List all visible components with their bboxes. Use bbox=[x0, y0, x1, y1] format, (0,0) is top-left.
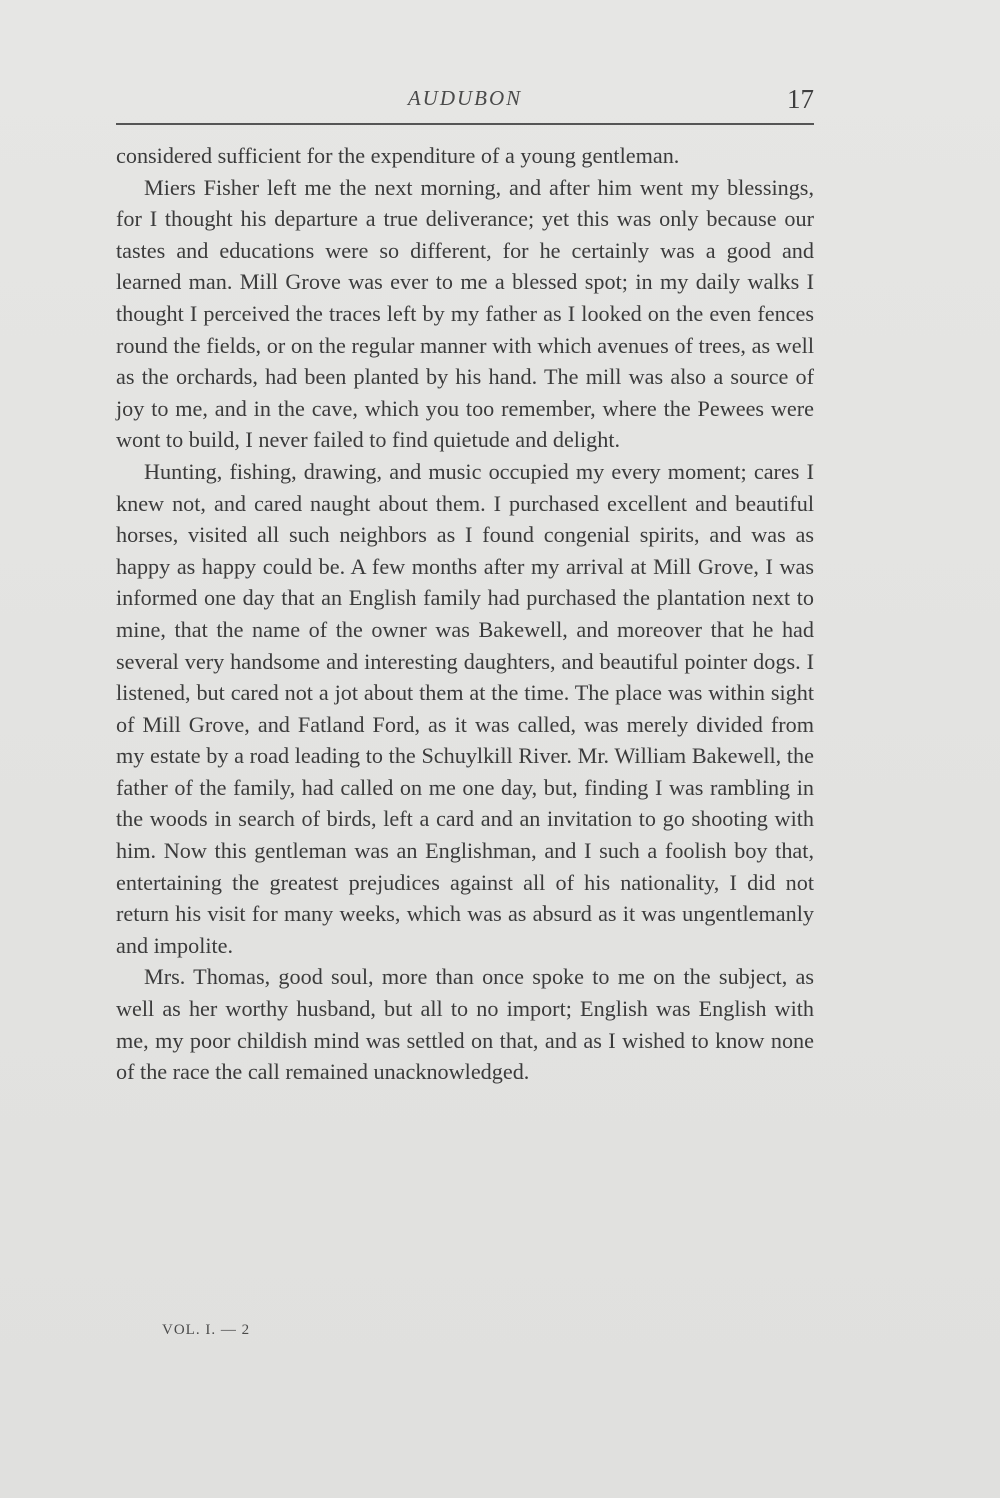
running-head bbox=[116, 82, 814, 116]
header-rule bbox=[116, 123, 814, 125]
body-text bbox=[116, 140, 814, 1088]
page-number: 17 bbox=[787, 84, 814, 114]
paragraph-4: Mrs. Thomas, good soul, more than once spoke to me on the subject, as well as her worthy husband, but all to no import; English was English with me, my poor childish mind was settled on that, and as I wished to know none of the race the call remained unacknowledged. bbox=[116, 964, 814, 1085]
paragraph-1: considered sufficient for the expenditure of a young gentleman. bbox=[116, 143, 680, 168]
paragraph-2: Miers Fisher left me the next morning, and after him went my blessings, for I thought his departure a true deliverance; yet this was only because our tastes and educations were so different, for he certainly was a good and learned man. Mill Grove was ever to me a blessed spot; in my daily walks I thought I perceived the traces left by my father as I looked on the even fences round the fields, or on the regular manner with which avenues of trees, as well as the orchards, had been planted by his hand. The mill was also a source of joy to me, and in the cave, which you too remember, where the Pewees were wont to build, I never failed to find quietude and delight. bbox=[116, 174, 814, 453]
signature-mark: VOL. I. — 2 bbox=[162, 1322, 251, 1338]
paragraph-3: Hunting, fishing, drawing, and music occupied my every moment; cares I knew not, and cared naught about them. I purchased excellent and beautiful horses, visited all such neighbors as I found congenial spirits, and was as happy as happy could be. A few months after my arrival at Mill Grove, I was informed one day that an English family had purchased the plantation next to mine, that the name of the owner was Bakewell, and moreover that he had several very handsome and interesting daughters, and beautiful pointer dogs. I listened, but cared not a jot about them at the time. The place was within sight of Mill Grove, and Fatland Ford, as it was called, was merely divided from my estate by a road leading to the Schuylkill River. Mr. William Bakewell, the father of the family, had called on me one day, but, finding I was rambling in the woods in search of birds, left a card and an invitation to go shooting with him. Now this gentleman was an Englishman, and I such a foolish boy that, entertaining the greatest prejudices against all of his nationality, I did not return his visit for many weeks, which was as absurd as it was ungentlemanly and impolite. bbox=[116, 458, 814, 958]
running-title: AUDUBON bbox=[407, 86, 523, 110]
